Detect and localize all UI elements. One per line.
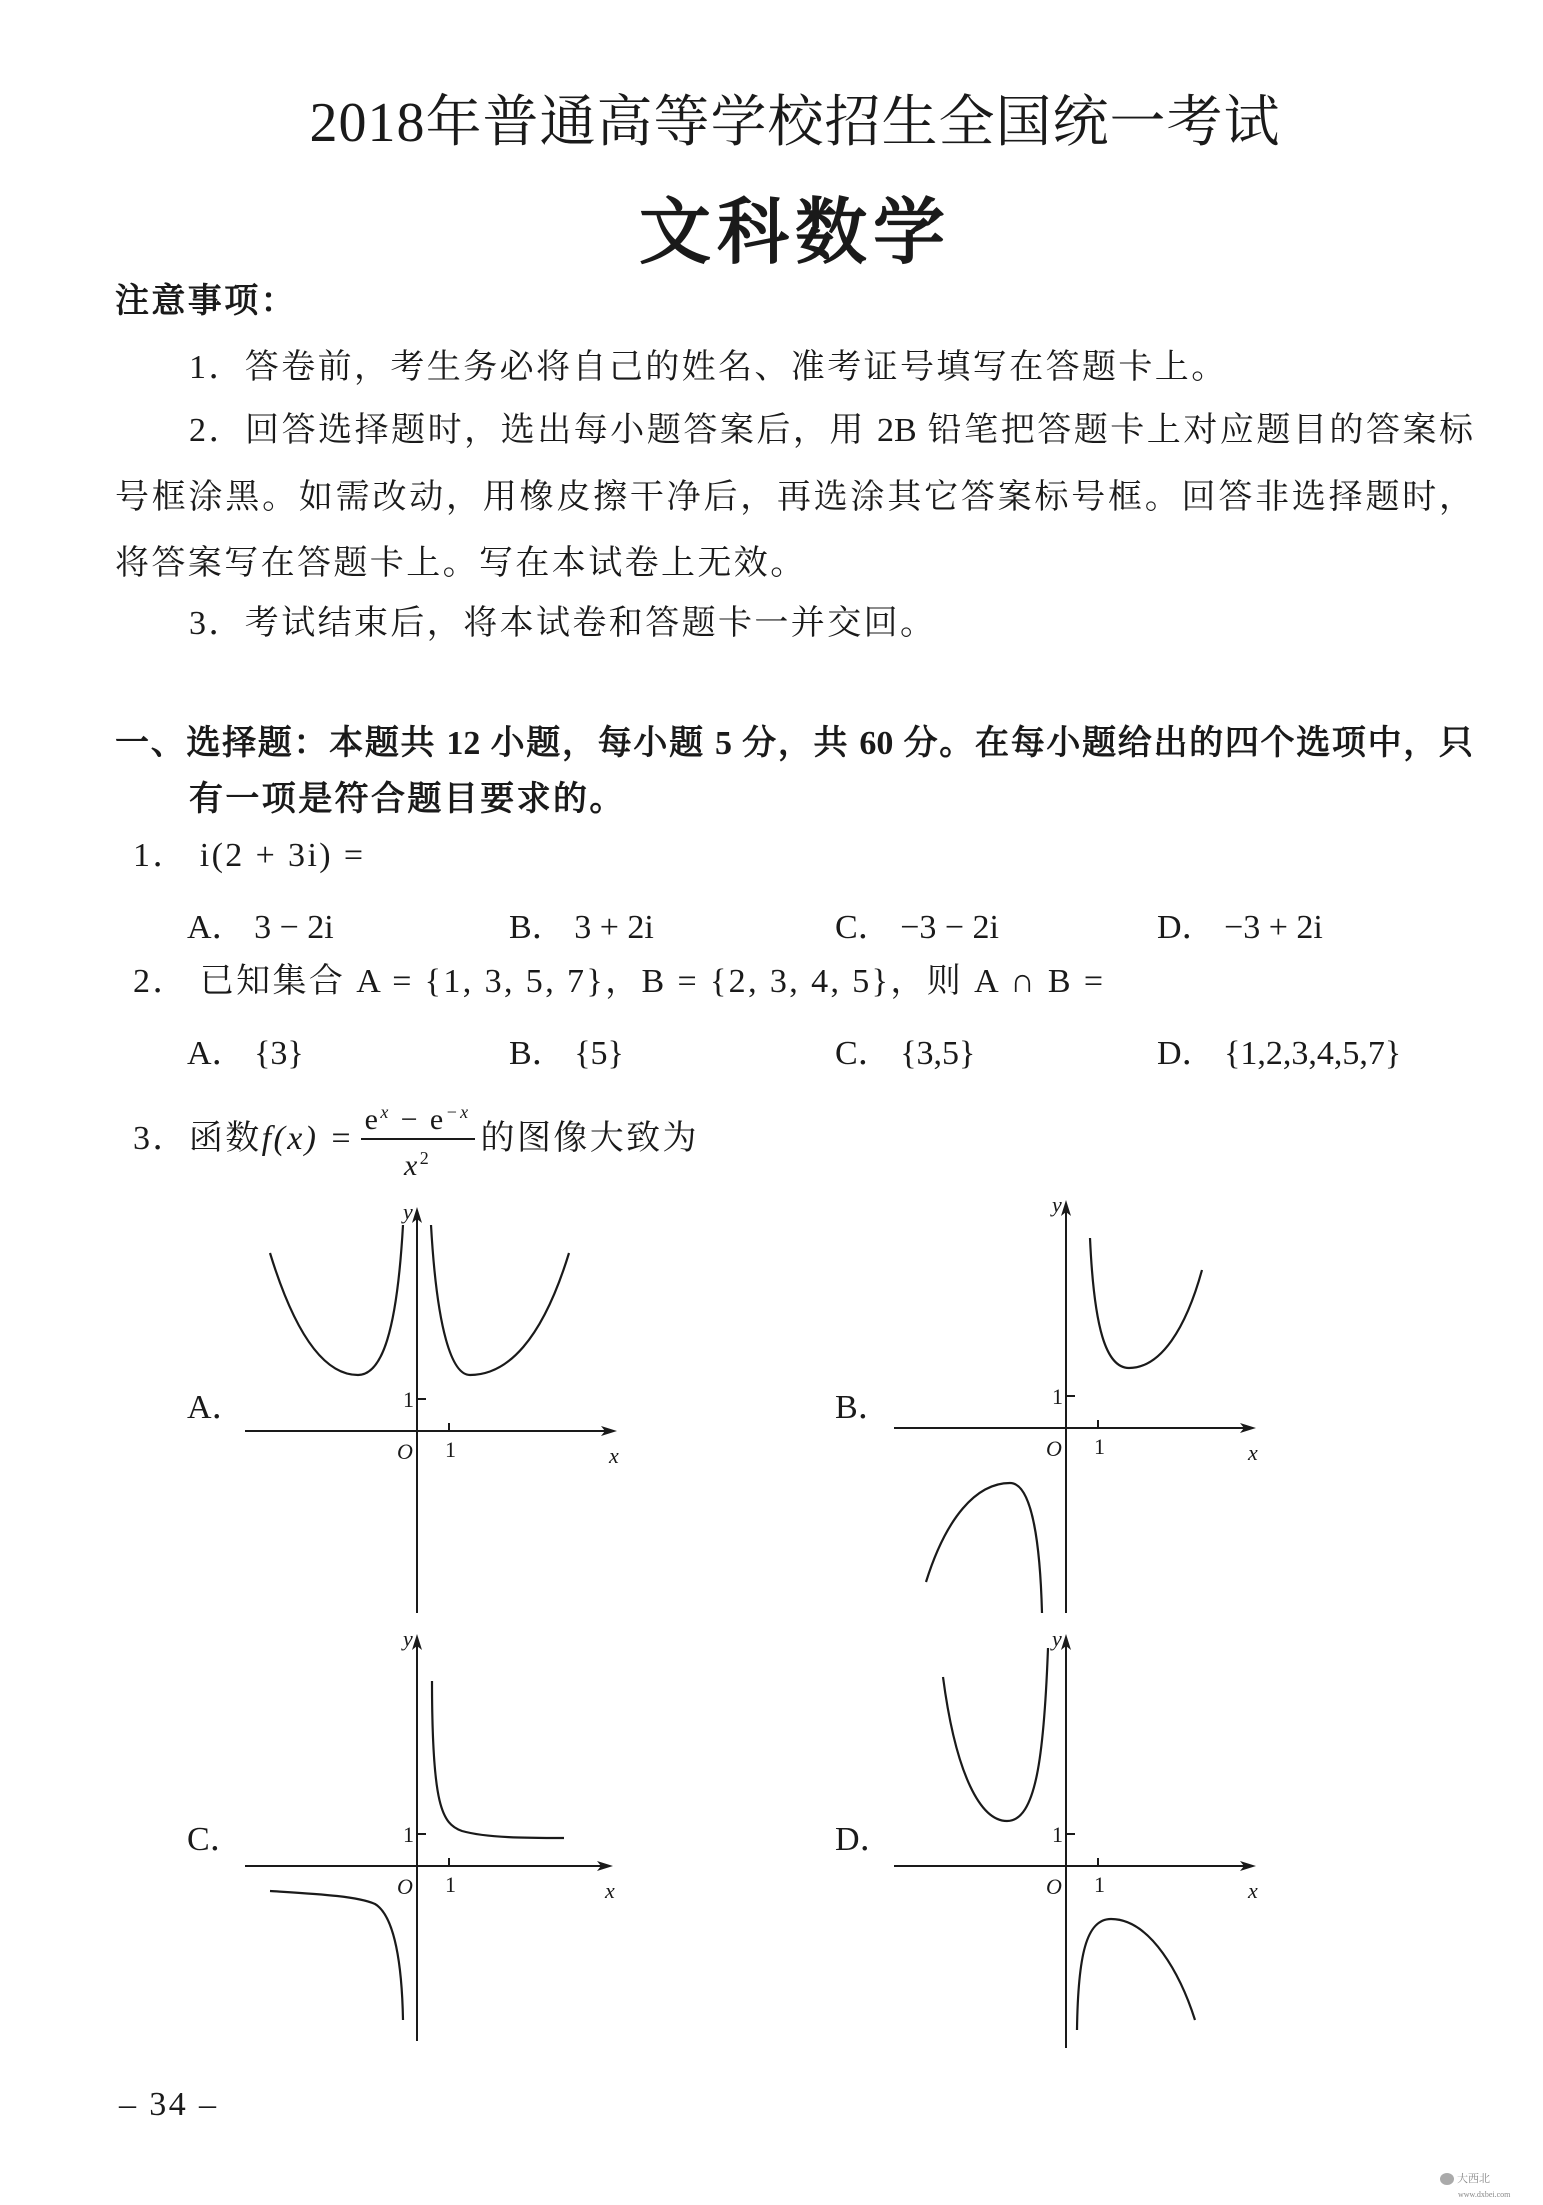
x-tick-label: 1	[1094, 1434, 1105, 1459]
graph-option-d	[835, 1626, 1258, 2048]
x-axis-label: x	[609, 1443, 619, 1468]
x-axis-label: x	[605, 1878, 615, 1903]
question-number: 2．	[133, 963, 189, 1000]
q1-option-c: C． −3 − 2i	[835, 909, 999, 946]
y-axis-label: y	[403, 1626, 413, 1651]
origin-label: O	[1046, 1436, 1062, 1461]
q2-option-b: B． {5}	[509, 1035, 624, 1072]
q1-option-b: B． 3 + 2i	[509, 909, 654, 946]
notice-line-1: 1．答卷前，考生务必将自己的姓名、准考证号填写在答题卡上。	[189, 349, 1228, 386]
x-tick-label: 1	[1094, 1872, 1105, 1897]
graph-option-c	[187, 1626, 615, 2041]
notice-line-4: 将答案写在答题卡上。写在本试卷上无效。	[115, 545, 807, 582]
question-number: 3．	[133, 1120, 189, 1157]
y-tick-label: 1	[1052, 1384, 1063, 1409]
question-stem: i(2 + 3i) =	[199, 837, 366, 874]
notice-line-5: 3．考试结束后，将本试卷和答题卡一并交回。	[189, 605, 937, 642]
origin-label: O	[397, 1874, 413, 1899]
function-curve-branch-1	[943, 1648, 1048, 1821]
section-heading-line-2: 有一项是符合题目要求的。	[189, 781, 626, 818]
x-axis-label: x	[1248, 1878, 1258, 1903]
question-stem-prefix: 函数	[188, 1120, 262, 1157]
fraction-denominator: $x^2$	[404, 1148, 432, 1182]
function-curve-branch-2	[1077, 1919, 1195, 2030]
x-tick-label: 1	[445, 1437, 456, 1462]
q2-option-d: D． {1,2,3,4,5,7}	[1157, 1035, 1402, 1072]
exam-title: 2018年普通高等学校招生全国统一考试	[309, 92, 1281, 154]
graph-option-a	[187, 1199, 619, 1613]
watermark-logo: 大西北 www.dxbei.com	[1440, 2170, 1510, 2201]
watermark-icon	[1440, 2173, 1454, 2185]
function-curve-branch-2	[431, 1225, 569, 1375]
function-curve-branch-1	[1090, 1238, 1202, 1368]
y-tick-label: 1	[1052, 1822, 1063, 1847]
question-stem: 已知集合 A = {1, 3, 5, 7}，B = {2, 3, 4, 5}，则 A ∩ B =	[199, 963, 1106, 1000]
x-axis-label: x	[1248, 1440, 1258, 1465]
function-curve-branch-1	[270, 1225, 403, 1375]
q2-option-c: C． {3,5}	[835, 1035, 976, 1072]
y-axis-label: y	[403, 1199, 413, 1224]
origin-label: O	[397, 1439, 413, 1464]
notice-line-3: 号框涂黑。如需改动，用橡皮擦干净后，再选涂其它答案标号框。回答非选择题时，	[115, 479, 1473, 516]
notice-line-2: 2．回答选择题时，选出每小题答案后，用 2B 铅笔把答题卡上对应题目的答案标	[189, 412, 1473, 449]
q2-option-a: A． {3}	[187, 1035, 304, 1072]
graph-option-label: D．	[835, 1821, 894, 1858]
y-tick-label: 1	[403, 1822, 414, 1847]
y-tick-label: 1	[403, 1387, 414, 1412]
exam-subtitle: 文科数学	[638, 193, 951, 273]
graph-option-b	[835, 1192, 1258, 1613]
y-axis-label: y	[1052, 1192, 1062, 1217]
section-heading-line-1: 一、选择题：本题共 12 小题，每小题 5 分，共 60 分。在每小题给出的四个选项中，只	[115, 725, 1473, 762]
x-tick-label: 1	[445, 1872, 456, 1897]
notice-heading: 注意事项：	[115, 283, 297, 320]
function-curve-branch-2	[926, 1483, 1042, 1613]
function-curve-branch-1	[432, 1681, 564, 1838]
graph-option-label: C．	[187, 1821, 244, 1858]
function-curve-branch-2	[270, 1891, 403, 2020]
function-name: f(x) =	[261, 1120, 355, 1157]
q1-option-d: D． −3 + 2i	[1157, 909, 1323, 946]
origin-label: O	[1046, 1874, 1062, 1899]
question-stem-suffix: 的图像大致为	[480, 1120, 699, 1157]
graph-option-label: A．	[187, 1389, 246, 1426]
fraction-numerator: $e^x - e^{-x}$	[361, 1094, 475, 1140]
page-number: – 34 –	[119, 2086, 219, 2123]
graph-option-label: B．	[835, 1389, 892, 1426]
y-axis-label: y	[1052, 1626, 1062, 1651]
q1-option-a: A． 3 − 2i	[187, 909, 334, 946]
question-number: 1．	[133, 837, 189, 874]
